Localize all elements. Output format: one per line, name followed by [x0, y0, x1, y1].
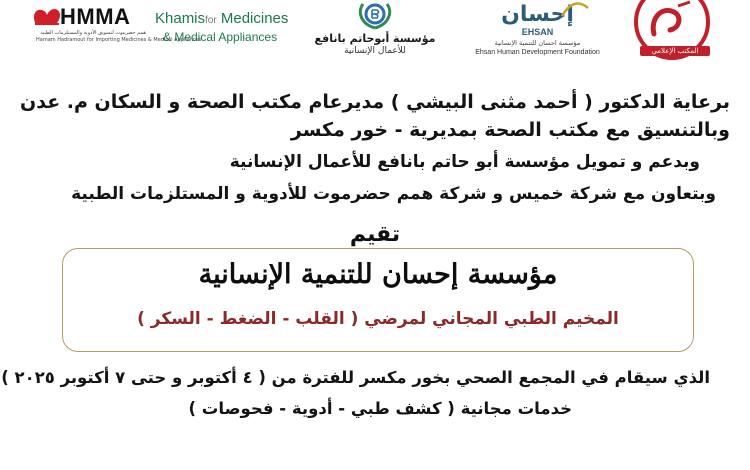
cooperation-line: وبتعاون مع شركة خميس و شركة همم حضرموت للأدوية و المستلزمات الطبية [71, 184, 716, 204]
hmma-subtitle-ar: همم حضرموت لتسويق الأدوية والمستلزمات الطبية [40, 30, 146, 36]
media-office-logo [632, 0, 747, 66]
presents-heading: تقيم [349, 222, 401, 247]
hmma-wordmark: HMMA [60, 4, 131, 29]
khamis-for: for [205, 15, 217, 26]
ehsan-full-en: Ehsan Human Development Foundation [475, 49, 600, 56]
venue-dates-line: الذي سيقام في المجمع الصحي بخور مكسر للفترة من ( ٤ أكتوبر و حتى ٧ أكتوبر ٢٠٢٥ ) [1, 368, 710, 387]
campaign-title: المخيم الطبي المجاني لمرضي ( القلب - الضغط - السكر ) [137, 309, 619, 329]
services-line: خدمات مجانية ( كشف طبي - أدوية - فحوصات ) [188, 399, 572, 418]
ehsan-full-ar: مؤسسة احسان للتنمية الإنسانية [494, 39, 581, 47]
khamis-medicines: Medicines [220, 10, 289, 27]
media-office-label: المكتب الإعلامي [640, 46, 710, 56]
bawahtam-emblem-icon [353, 0, 397, 30]
ehsan-name-ar: إحسان [501, 2, 574, 27]
bawahtam-subtitle: للأعمال الإنسانية [344, 46, 406, 56]
hmma-subtitle-en: Hamam Hadramout for Importing Medicines & Medical Appliances [36, 37, 202, 43]
coordination-line: وبالتنسيق مع مكتب الصحة بمديرية - خور مكسر [290, 119, 730, 141]
organization-name: مؤسسة إحسان للتنمية الإنسانية [198, 259, 558, 290]
bawahtam-logo [300, 0, 450, 66]
khamis-line1 [155, 10, 288, 27]
khamis-name: Khamis [155, 10, 206, 27]
khamis-logo [155, 0, 289, 66]
funding-line: وبدعم و تمويل مؤسسة أبو حاتم بانافع للأعمال الإنسانية [229, 152, 700, 172]
ehsan-name-en: EHSAN [521, 27, 554, 37]
khamis-line2: & Medical Appliances [163, 30, 278, 44]
bawahtam-name: مؤسسة أبوحاتم بانافع [314, 32, 436, 45]
organization-frame [62, 248, 694, 352]
patronage-line: برعاية الدكتور ( أحمد مثنى البيشي ) مديرعام مكتب الصحة و السكان م. عدن [20, 91, 730, 113]
ehsan-logo [455, 0, 620, 66]
logo-strip [0, 0, 750, 70]
ehsan-swoosh-icon [560, 0, 590, 20]
hmma-heart-icon [30, 4, 64, 30]
